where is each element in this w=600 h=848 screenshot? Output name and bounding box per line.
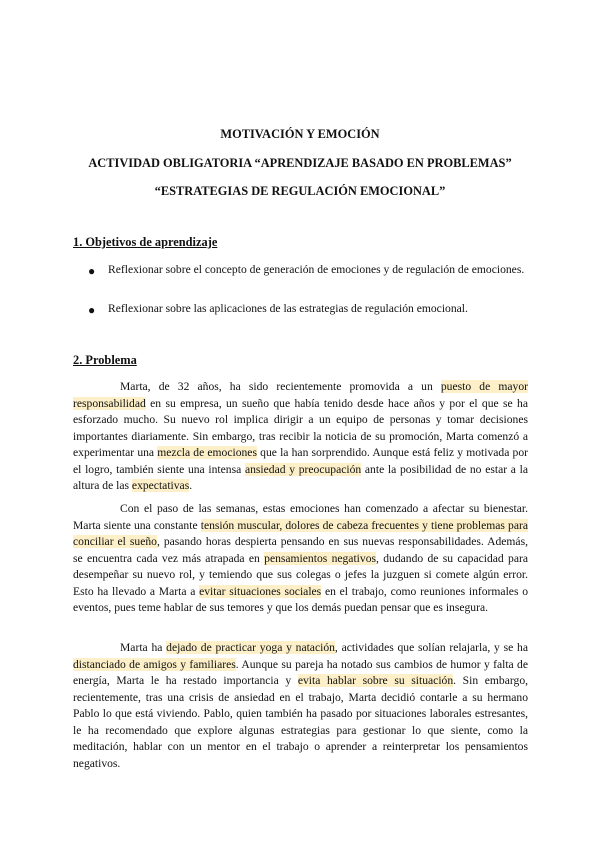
highlight: evita hablar sobre su situación xyxy=(297,674,454,687)
course-title: MOTIVACIÓN Y EMOCIÓN xyxy=(220,127,380,141)
problem-paragraph-1: Marta, de 32 años, ha sido recientemente promovida a un puesto de mayor responsabilidad en su empresa, un sueño que había tenido desde hace años y por el que se ha esforzado mucho. Su nuevo rol implica dirigir a un equipo de personas y tomar decisiones importantes diariamente. Sin embargo, tras recibir la noticia de su promoción, Marta comenzó a experimentar una mezcla de emociones que la han sorprendido. Aunque está feliz y motivada por el logro, también siente una intensa ansiedad y preocupación ante la posibilidad de no estar a la altura de las expectativas. xyxy=(73,380,529,492)
highlight: tensión muscular, dolores de cabeza frecuentes y tiene problemas para conciliar el sueño xyxy=(73,518,528,548)
problem-paragraph-3: Marta ha dejado de practicar yoga y natación, actividades que solían relajarla, y se ha distanciado de amigos y familiares. Aunque su pareja ha notado sus cambios de humor y falta de energía, Marta le ha restado importancia y evita hablar sobre su situación. Sin embargo, recientemente, tras una crisis de ansiedad en el trabajo, Marta decidió contarle a su hermano Pablo lo que está viviendo. Pablo, quien también ha pasado por situaciones laborales estresantes, le ha recomendado que explore algunas estrategias para gestionar lo que siente, como la meditación, hablar con un mentor en el trabajo o aprender a reinterpretar los pensamientos negativos. xyxy=(73,641,529,770)
section-heading-objectives: 1. Objetivos de aprendizaje xyxy=(73,235,218,249)
problem-paragraph-2: Con el paso de las semanas, estas emociones han comenzado a afectar su bienestar. Marta siente una constante tensión muscular, dolores de cabeza frecuentes y tiene problemas para conciliar el sueño, pasando horas despierta pensando en sus nuevas responsabilidades. Además, se encuentra cada vez más atrapada en pensamientos negativos, dudando de su capacidad para desempeñar su nuevo rol, y temiendo que sus colegas o jefes la juzguen si comete algún error. Esto ha llevado a Marta a evitar situaciones sociales en el trabajo, como reuniones informales o eventos, pues teme hablar de sus temores y que los demás puedan pensar que es insegura. xyxy=(73,502,528,614)
activity-subtitle: “ESTRATEGIAS DE REGULACIÓN EMOCIONAL” xyxy=(154,184,446,198)
highlight: dejado de practicar yoga y natación xyxy=(166,641,335,654)
highlight: distanciado de amigos y familiares xyxy=(73,657,236,671)
highlight: expectativas xyxy=(131,479,190,492)
highlight: evitar situaciones sociales xyxy=(199,584,322,598)
highlight: ansiedad y preocupación xyxy=(244,462,362,476)
highlight: puesto de mayor responsabilidad xyxy=(73,380,528,410)
activity-title: ACTIVIDAD OBLIGATORIA “APRENDIZAJE BASADO EN PROBLEMAS” xyxy=(88,156,512,170)
highlight: mezcla de emociones xyxy=(157,446,257,459)
bullet-marker: ● xyxy=(88,264,96,278)
objective-item: Reflexionar sobre el concepto de generación de emociones y de regulación de emociones. xyxy=(108,263,525,276)
highlight: pensamientos negativos xyxy=(264,551,377,565)
objective-item: Reflexionar sobre las aplicaciones de las estrategias de regulación emocional. xyxy=(108,302,468,315)
bullet-marker: ● xyxy=(88,303,96,317)
section-heading-problem: 2. Problema xyxy=(73,353,137,367)
